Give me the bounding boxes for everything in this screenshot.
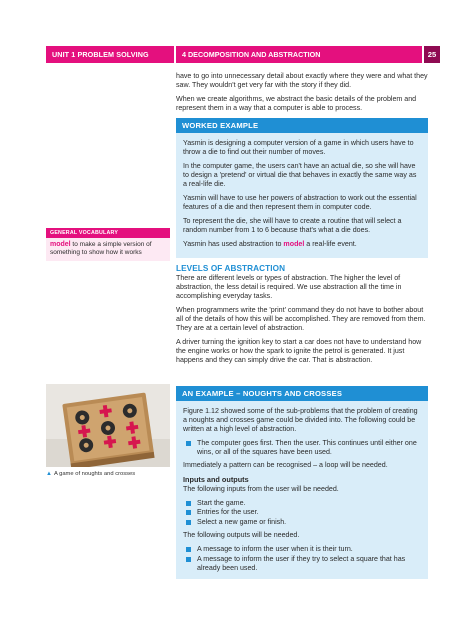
list-item [183,499,421,508]
vocabulary-entry [46,238,170,261]
bullet-text: A message to inform the user if they try to select a square that has already been used. [197,554,406,572]
levels-paragraph-2: When programmers write the 'print' command they do not have to bother about all of the details of how this will be accomplished. They are removed from them. They are at a certain level of abstraction. [176,306,426,332]
outputs-list [183,545,421,572]
worked-example-p1: Yasmin is designing a computer version of a game in which users have to throw a die to find out their number of moves. [183,139,414,156]
worked-example-p3: Yasmin will have to use her powers of abstraction to work out the essential features of a die and then represent them in computer code. [183,194,417,211]
worked-example-p4: To represent the die, she will have to create a routine that will select a random number from 1 to 6 because that's what a die does. [183,217,402,234]
page-header [46,46,440,63]
example-paragraph-2: Immediately a pattern can be recognised – a loop will be needed. [183,460,388,469]
caption-triangle-icon: ▲ [46,471,52,477]
bullet-square-icon [186,520,191,525]
bullet-square-icon [186,557,191,562]
worked-example-box [176,118,428,258]
list-item [183,518,421,527]
page-number: 25 [424,46,440,63]
bullet-text: A message to inform the user when it is their turn. [197,544,353,553]
worked-example-p5-start: Yasmin has used abstraction to [183,240,284,248]
list-item [183,555,421,573]
bullet-text: The computer goes first. Then the user. This continues until either one wins, or all of the squares have been used. [197,439,417,456]
vocabulary-box [46,228,170,261]
bullet-square-icon [186,501,191,506]
noughts-crosses-photo [46,384,170,467]
unit-title: UNIT 1 PROBLEM SOLVING [46,46,174,63]
example-box [176,386,428,579]
worked-example-p5-end: a real-life event. [304,240,357,248]
intro-paragraph-1: have to go into unnecessary detail about exactly where they were and what they saw. They wouldn't get very far with the story if they did. [176,72,428,89]
intro-paragraph-2: When we create algorithms, we abstract the basic details of the problem and represent them in a way that a computer is able to process. [176,95,417,112]
vocabulary-definition: to make a simple version of something to show how it works [50,241,152,256]
inputs-list [183,499,421,527]
vocabulary-term: model [50,241,71,248]
photo-caption [46,471,135,477]
photo-caption-text: A game of noughts and crosses [53,471,136,477]
levels-heading: LEVELS OF ABSTRACTION [176,264,286,273]
example-paragraph-4: The following outputs will be needed. [183,530,300,539]
example-title: AN EXAMPLE – NOUGHTS AND CROSSES [176,386,428,401]
example-body [176,401,428,579]
worked-example-title: WORKED EXAMPLE [176,118,428,133]
example-paragraph-1: Figure 1.12 showed some of the sub-problems that the problem of creating a noughts and crosses game could be divided into. The following could be written at a high level of abstraction. [183,407,418,433]
worked-example-p2: In the computer game, the users can't have an actual die, so she will have to design a 'pretend' or virtual die that behaves in exactly the same way as a real-life die. [183,162,417,188]
example-paragraph-3: The following inputs from the user will be needed. [183,484,339,493]
bullet-text: Select a new game or finish. [197,518,287,527]
levels-paragraph-3: A driver turning the ignition key to start a car does not have to understand how the engine works or how the spark to ignite the petrol is generated. It just happens and they can simply drive the car. That is abstraction. [176,338,422,364]
bullet-square-icon [186,547,191,552]
model-term: model [283,240,305,248]
main-column [176,72,428,370]
bullet-text: Start the game. [197,498,246,507]
list-item [183,508,421,517]
list-item [183,545,421,554]
chapter-title: 4 DECOMPOSITION AND ABSTRACTION [176,46,422,63]
worked-example-body [176,133,428,258]
bullet-square-icon [186,510,191,515]
vocabulary-title: GENERAL VOCABULARY [46,228,170,238]
levels-paragraph-1: There are different levels or types of abstraction. The higher the level of abstraction, the less detail is required. We use abstraction all the time in accomplishing everyday tasks. [176,274,402,300]
list-item [183,439,421,457]
bullet-text: Entries for the user. [197,508,259,517]
worked-example-p5 [183,240,421,249]
inputs-outputs-heading: Inputs and outputs [183,474,249,484]
bullet-square-icon [186,441,191,446]
